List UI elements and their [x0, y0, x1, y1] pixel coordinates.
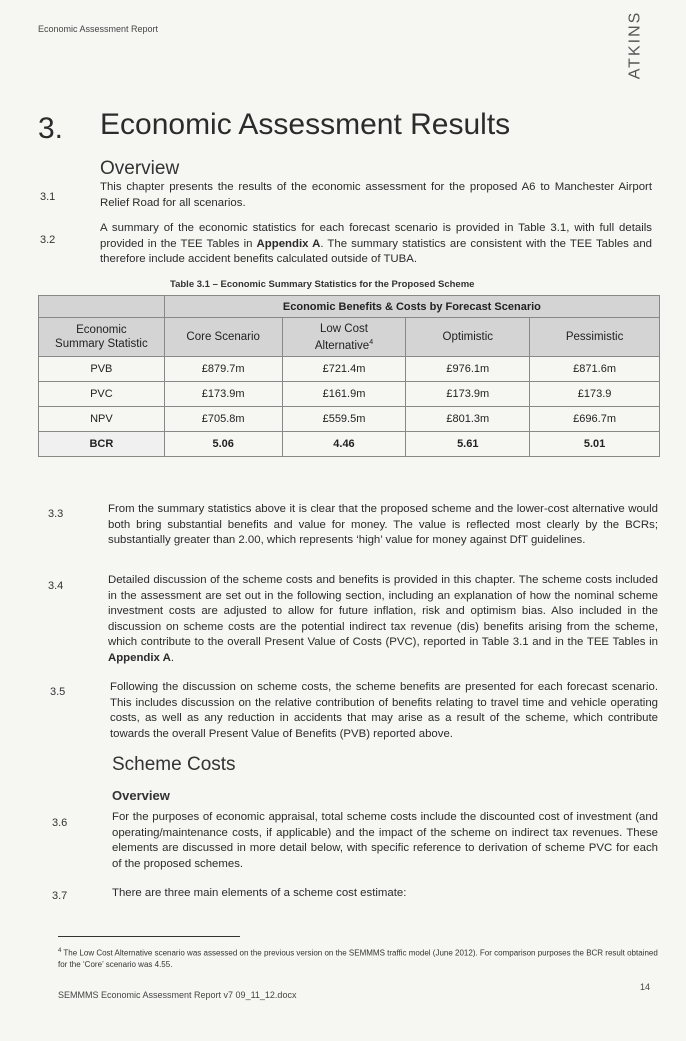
cell-optimistic: £801.3m [406, 407, 530, 432]
para-number-3-4: 3.4 [48, 580, 64, 592]
footnote-divider [58, 936, 240, 937]
para-number-3-3: 3.3 [48, 508, 64, 520]
footnote-number: 4 [58, 948, 62, 954]
para-3-3: From the summary statistics above it is clear that the proposed scheme and the lower-cost alternative would both bring substantial benefits and value for money. The value is reflected most clearly by the BCRs; substantially greater than 2.00, which represents ‘high’ value for money against DfT guidelines. [108, 503, 658, 546]
para-3-7: There are three main elements of a scheme cost estimate: [112, 887, 407, 899]
atkins-logo [620, 10, 650, 80]
row-label: PVC [39, 382, 165, 407]
row-label: PVB [39, 357, 165, 382]
col-header-core: Core Scenario [164, 318, 282, 357]
para-3-4 [108, 573, 658, 666]
cell-pessimistic: £173.9 [530, 382, 660, 407]
col-header-statistic-line2: Summary Statistic [55, 338, 148, 350]
table-row [39, 382, 660, 407]
para-3-2 [100, 221, 652, 268]
row-label: NPV [39, 407, 165, 432]
cell-low-cost: £721.4m [282, 357, 406, 382]
cell-core: 5.06 [164, 432, 282, 457]
logo-text: ATKINS [626, 10, 644, 80]
cell-optimistic: £976.1m [406, 357, 530, 382]
para-3-2-text-b: . The summary statistics are consistent with the TEE Tables and therefore include accident benefits calculated outside of TUBA. [100, 237, 652, 265]
cell-pessimistic: 5.01 [530, 432, 660, 457]
running-header: Economic Assessment Report [38, 24, 159, 34]
cell-core: £705.8m [164, 407, 282, 432]
appendix-a-ref: Appendix A [108, 651, 171, 664]
footnote-text: The Low Cost Alternative scenario was assessed on the previous version on the SEMMMS traffic model (June 2012). For comparison purposes the BCR result obtained for the ‘Core’ scenario was 4.55. [58, 948, 658, 969]
cell-low-cost: 4.46 [282, 432, 406, 457]
scheme-costs-heading: Scheme Costs [112, 754, 236, 775]
overview-heading: Overview [100, 158, 180, 179]
para-3-2-text-a: A summary of the economic statistics for each forecast scenario is provided in Table 3.1, with full details provided in the TEE Tables in [100, 222, 652, 250]
para-number-3-2: 3.2 [40, 234, 56, 246]
para-number-3-6: 3.6 [52, 817, 68, 829]
cell-pessimistic: £696.7m [530, 407, 660, 432]
table-corner-cell [39, 296, 165, 318]
table-row [39, 357, 660, 382]
economic-summary-table [38, 295, 660, 457]
para-3-4-text-b: . [170, 651, 175, 664]
footnote [58, 946, 658, 970]
cell-core: £173.9m [164, 382, 282, 407]
cell-optimistic: £173.9m [406, 382, 530, 407]
table-group-header-row [39, 296, 660, 318]
col-header-pessimistic: Pessimistic [530, 318, 660, 357]
table-group-header: Economic Benefits & Costs by Forecast Scenario [164, 296, 659, 318]
row-label: BCR [39, 432, 165, 457]
cell-low-cost: £559.5m [282, 407, 406, 432]
table-caption: Table 3.1 – Economic Summary Statistics for the Proposed Scheme [170, 279, 475, 290]
col-header-low-line1: Low Cost [320, 322, 368, 335]
chapter-number: 3. [38, 112, 64, 145]
col-header-low-line2: Alternative [314, 339, 370, 352]
cell-pessimistic: £871.6m [530, 357, 660, 382]
chapter-title: Economic Assessment Results [100, 108, 511, 141]
footer-document-name: SEMMMS Economic Assessment Report v7 09_11_12.docx [58, 990, 297, 1000]
para-3-1: This chapter presents the results of the economic assessment for the proposed A6 to Manchester Airport Relief Road for all scenarios. [100, 181, 652, 209]
col-header-low-cost [282, 318, 406, 357]
table-row [39, 407, 660, 432]
col-header-statistic-line1: Economic [76, 324, 127, 336]
para-3-5: Following the discussion on scheme costs, the scheme benefits are presented for each forecast scenario. This includes discussion on the relative contribution of benefits relating to travel time and vehicle operating costs, as well as any reduction in accidents that may arise as a result of the scheme, which contribute towards the overall Present Value of Benefits (PVB) reported above. [110, 681, 658, 740]
scheme-costs-overview-heading: Overview [112, 788, 170, 803]
table-row-bcr [39, 432, 660, 457]
cell-core: £879.7m [164, 357, 282, 382]
para-number-3-1: 3.1 [40, 191, 56, 203]
col-header-statistic [39, 318, 165, 357]
para-number-3-7: 3.7 [52, 890, 68, 902]
para-3-4-text-a: Detailed discussion of the scheme costs and benefits is provided in this chapter. The scheme costs included in the assessment are set out in the following section, including an explanation of how the nominal scheme investment costs are adjusted to allow for future inflation, risk and optimism bias. Also included in the discussion on scheme costs are the potential indirect tax revenue (dis) benefits arising from the scheme, which contribute to the overall Present Value of Costs (PVC), reported in Table 3.1 and in the TEE Tables in [108, 574, 658, 648]
cell-low-cost: £161.9m [282, 382, 406, 407]
appendix-a-ref: Appendix A [256, 237, 321, 250]
col-header-optimistic: Optimistic [406, 318, 530, 357]
page-number: 14 [640, 982, 651, 992]
footnote-marker: 4 [369, 338, 374, 346]
para-3-6: For the purposes of economic appraisal, total scheme costs include the discounted cost of investment (and operating/maintenance costs, if applicable) and the impact of the scheme on indirect tax revenues. These elements are discussed in more detail below, with specific reference to derivation of scheme PVC for each of the proposed schemes. [112, 811, 658, 870]
cell-optimistic: 5.61 [406, 432, 530, 457]
para-number-3-5: 3.5 [50, 686, 66, 698]
table-header-row [39, 318, 660, 357]
